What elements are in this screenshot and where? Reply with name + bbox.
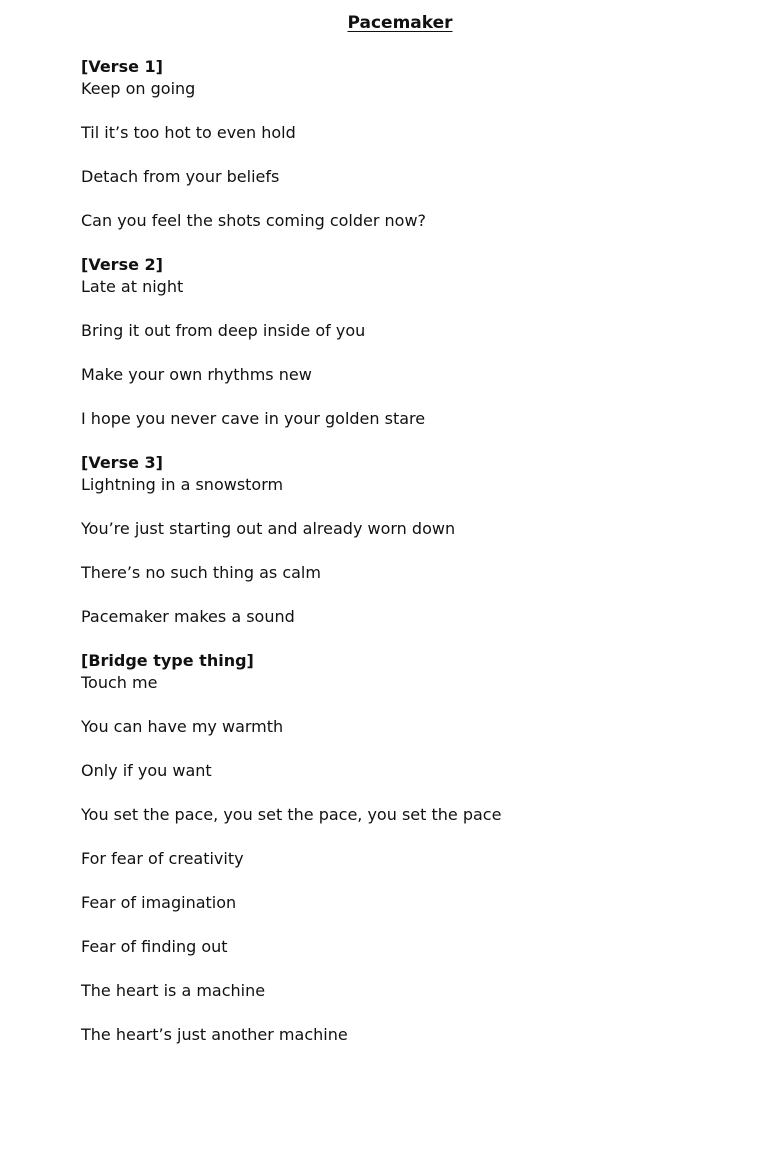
document-title: Pacemaker xyxy=(347,13,453,33)
lyric-line: You’re just starting out and already worn down xyxy=(81,519,456,538)
lyric-line: You set the pace, you set the pace, you set the pace xyxy=(81,805,502,824)
lyric-line: Bring it out from deep inside of you xyxy=(81,321,366,340)
section-bridge xyxy=(81,650,741,1046)
section-heading: [Verse 2] xyxy=(81,255,163,274)
lyric-line: You can have my warmth xyxy=(81,717,284,736)
lyric-line: Pacemaker makes a sound xyxy=(81,607,295,626)
section-heading: [Verse 3] xyxy=(81,453,163,472)
lyric-line: Fear of finding out xyxy=(81,937,228,956)
lyrics-body xyxy=(81,56,741,1046)
lyric-line: Detach from your beliefs xyxy=(81,167,280,186)
lyric-line: Make your own rhythms new xyxy=(81,365,312,384)
lyric-line: The heart is a machine xyxy=(81,981,266,1000)
lyric-line: Fear of imagination xyxy=(81,893,237,912)
lyric-line: Til it’s too hot to even hold xyxy=(81,123,296,142)
section-verse-2 xyxy=(81,254,741,430)
lyric-line: There’s no such thing as calm xyxy=(81,563,321,582)
lyric-line: Only if you want xyxy=(81,761,212,780)
lyric-line: Touch me xyxy=(81,673,158,692)
lyric-line: Keep on going xyxy=(81,79,196,98)
lyric-line: Lightning in a snowstorm xyxy=(81,475,284,494)
section-heading: [Verse 1] xyxy=(81,57,163,76)
lyric-line: The heart’s just another machine xyxy=(81,1025,348,1044)
lyric-line: For fear of creativity xyxy=(81,849,244,868)
lyric-line: Can you feel the shots coming colder now? xyxy=(81,211,427,230)
lyric-line: I hope you never cave in your golden stare xyxy=(81,409,426,428)
section-verse-1 xyxy=(81,56,741,232)
section-verse-3 xyxy=(81,452,741,628)
section-heading: [Bridge type thing] xyxy=(81,651,254,670)
lyric-line: Late at night xyxy=(81,277,184,296)
